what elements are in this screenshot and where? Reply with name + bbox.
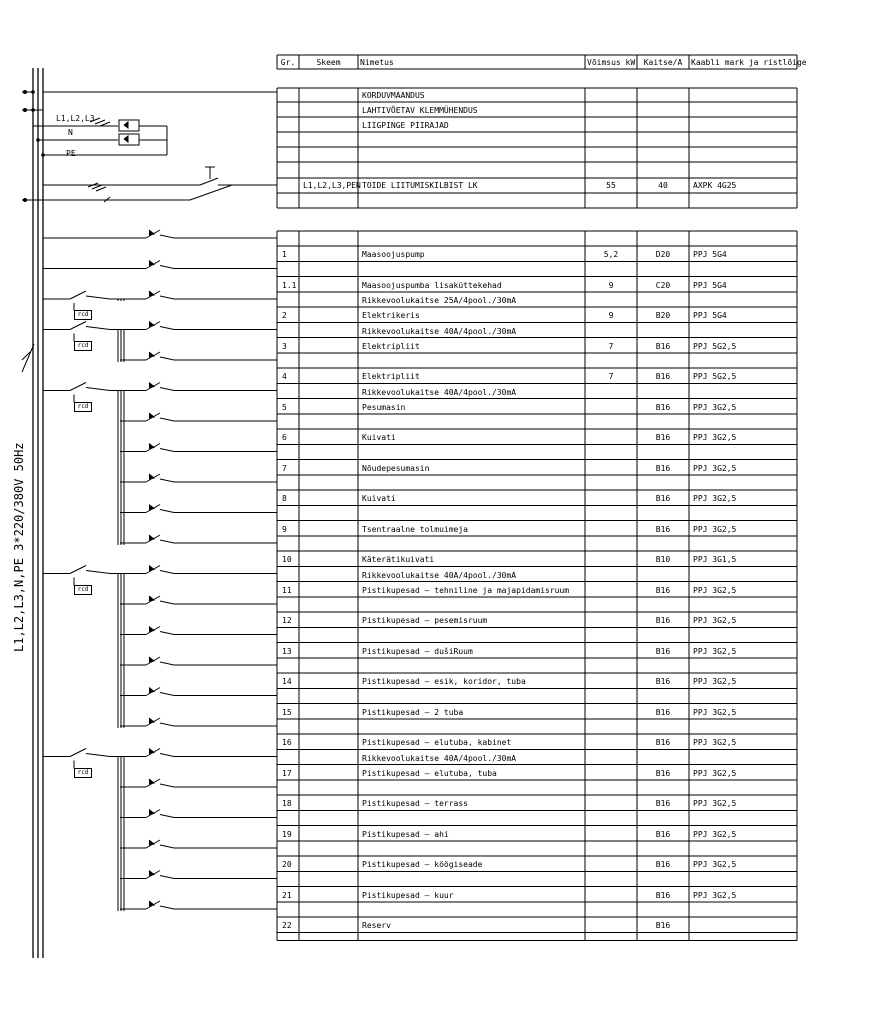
- breaker-out: [160, 693, 174, 696]
- row-kaitse: B16: [655, 463, 671, 473]
- junction-dot: [31, 108, 35, 112]
- breaker-out: [160, 845, 174, 848]
- rcd-out: [86, 754, 110, 757]
- breaker-arrow: [149, 505, 154, 510]
- rcd-note: Rikkevoolukaitse 40A/4pool./30mA: [362, 570, 517, 580]
- rcd-blade: [70, 566, 86, 574]
- breaker-arrow: [149, 474, 154, 479]
- row-nimetus: Maasoojuspump: [362, 250, 425, 259]
- row-voimsus: 5,2: [603, 250, 619, 259]
- breaker-arrow: [149, 596, 154, 601]
- rcd-box: rcd: [74, 402, 92, 412]
- row-kaitse: B16: [655, 585, 671, 595]
- row-gr: 22: [282, 921, 292, 930]
- rcd-out: [86, 388, 110, 391]
- row-gr: 1.1: [282, 280, 297, 290]
- slash: [92, 185, 102, 189]
- row-gr: 21: [282, 890, 292, 900]
- row-kaitse: B16: [655, 707, 671, 717]
- row-kaabel: PPJ 3G2,5: [693, 524, 737, 534]
- row-gr: 5: [282, 402, 287, 412]
- row-voimsus: 7: [608, 372, 614, 381]
- header-skeem: Skeem: [316, 58, 341, 67]
- row-kaitse: B16: [655, 829, 671, 839]
- rcd-blade: [70, 291, 86, 299]
- row-gr: 16: [282, 738, 292, 747]
- row-kaabel: PPJ 3G2,5: [693, 616, 737, 625]
- feed-kaabel: AXPK 4G25: [693, 181, 737, 190]
- row-nimetus: Kuivati: [362, 433, 396, 442]
- breaker-arrow: [149, 871, 154, 876]
- surge-label-pe: PE: [66, 149, 76, 158]
- slash: [100, 122, 110, 126]
- row-nimetus: Elektrikeris: [362, 311, 420, 320]
- breaker-arrow: [149, 352, 154, 357]
- row-gr: 9: [282, 524, 287, 534]
- row-gr: 18: [282, 799, 292, 808]
- surge-arrester-2: [119, 134, 139, 145]
- breaker-arrow: [149, 718, 154, 723]
- row-gr: 10: [282, 555, 292, 564]
- breaker-out: [160, 510, 174, 513]
- row-nimetus: Tsentraalne tolmuimeja: [362, 524, 468, 534]
- breaker-out: [160, 876, 174, 879]
- rcd-box: rcd: [74, 341, 92, 351]
- rcd-blade: [70, 322, 86, 330]
- arrester-mark: [124, 136, 128, 142]
- rcd-out: [86, 327, 110, 330]
- note-0: KORDUVMAANDUS: [362, 91, 425, 100]
- row-nimetus: Pistikupesad — pesemisruum: [362, 616, 488, 625]
- rcd-blade: [70, 383, 86, 391]
- row-gr: 11: [282, 585, 292, 595]
- row-kaabel: PPJ 3G2,5: [693, 646, 737, 656]
- row-kaabel: PPJ 3G2,5: [693, 860, 737, 869]
- breaker-arrow: [149, 566, 154, 571]
- breaker-out: [160, 784, 174, 787]
- bus-label: L1,L2,L3,N,PE 3*220/380V 50Hz: [12, 442, 26, 652]
- row-gr: 20: [282, 860, 292, 869]
- header-gr: Gr.: [280, 58, 296, 67]
- rcd-out: [86, 296, 110, 299]
- row-kaitse: B16: [655, 890, 671, 900]
- row-kaabel: PPJ 3G2,5: [693, 494, 737, 503]
- row-nimetus: Pistikupesad — elutuba, tuba: [362, 768, 497, 778]
- junction-dot: [23, 108, 27, 112]
- rcd-box: rcd: [74, 768, 92, 778]
- rcd-box: rcd: [74, 310, 92, 320]
- row-nimetus: Nõudepesumasin: [362, 463, 430, 473]
- main-switch-blade: [200, 178, 218, 185]
- row-kaabel: PPJ 5G4: [693, 311, 727, 320]
- breaker-arrow: [149, 413, 154, 418]
- breaker-arrow: [149, 657, 154, 662]
- rcd-note: Rikkevoolukaitse 25A/4pool./30mA: [362, 296, 517, 305]
- feed-nimetus: TOIDE LIITUMISKILBIST LK: [362, 181, 478, 190]
- row-nimetus: Pistikupesad — terrass: [362, 799, 468, 808]
- row-kaitse: B16: [655, 677, 671, 686]
- row-gr: 19: [282, 829, 292, 839]
- breaker-out: [160, 632, 174, 635]
- feed-kaitse: 40: [658, 181, 668, 190]
- row-kaabel: PPJ 3G2,5: [693, 890, 737, 900]
- breaker-arrow: [149, 840, 154, 845]
- row-nimetus: Pistikupesad — esik, koridor, tuba: [362, 677, 526, 686]
- row-voimsus: 9: [608, 280, 614, 290]
- row-kaitse: B16: [655, 860, 671, 869]
- junction-dot: [23, 198, 27, 202]
- row-kaabel: PPJ 3G2,5: [693, 463, 737, 473]
- feed-skeem: L1,L2,L3,PEN: [303, 181, 361, 190]
- breaker-out: [160, 815, 174, 818]
- row-kaitse: B16: [655, 402, 671, 412]
- row-kaabel: PPJ 3G2,5: [693, 585, 737, 595]
- row-kaitse: C20: [655, 280, 671, 290]
- row-nimetus: Reserv: [362, 921, 391, 930]
- row-kaitse: B16: [655, 768, 671, 778]
- row-gr: 14: [282, 677, 292, 686]
- breaker-out: [160, 723, 174, 726]
- row-kaabel: PPJ 3G2,5: [693, 799, 737, 808]
- row-kaitse: B16: [655, 799, 671, 808]
- row-gr: 6: [282, 433, 287, 442]
- surge-arrester-1: [119, 120, 139, 131]
- row-kaabel: PPJ 5G4: [693, 250, 727, 259]
- row-nimetus: Pistikupesad — dušiRuum: [362, 646, 473, 656]
- row-nimetus: Pesumasin: [362, 402, 406, 412]
- row-kaitse: D20: [655, 250, 671, 259]
- breaker-out: [160, 754, 174, 757]
- breaker-arrow: [149, 383, 154, 388]
- breaker-out: [160, 296, 174, 299]
- row-kaitse: B16: [655, 341, 671, 351]
- breaker-out: [160, 418, 174, 421]
- row-nimetus: Pistikupesad — 2 tuba: [362, 707, 464, 717]
- arrester-mark: [124, 122, 128, 128]
- rcd-note: Rikkevoolukaitse 40A/4pool./30mA: [362, 326, 517, 336]
- row-nimetus: Käterätikuivati: [362, 555, 435, 564]
- switch-link: [190, 185, 232, 200]
- slash: [95, 120, 105, 124]
- breaker-arrow: [149, 535, 154, 540]
- row-kaabel: PPJ 3G2,5: [693, 738, 737, 747]
- rcd-note: Rikkevoolukaitse 40A/4pool./30mA: [362, 387, 517, 397]
- breaker-arrow: [149, 444, 154, 449]
- row-nimetus: Pistikupesad — kuur: [362, 890, 454, 900]
- breaker-arrow: [149, 291, 154, 296]
- row-gr: 1: [282, 250, 287, 259]
- breaker-arrow: [149, 627, 154, 632]
- breaker-arrow: [149, 749, 154, 754]
- breaker-arrow: [149, 901, 154, 906]
- header-nimetus: Nimetus: [360, 58, 394, 67]
- breaker-out: [160, 327, 174, 330]
- row-kaitse: B16: [655, 738, 671, 747]
- row-kaitse: B20: [655, 311, 671, 320]
- row-kaabel: PPJ 3G2,5: [693, 829, 737, 839]
- breaker-arrow: [149, 688, 154, 693]
- breaker-out: [160, 540, 174, 543]
- breaker-arrow: [149, 322, 154, 327]
- header-kaitse: Kaitse/A: [643, 58, 683, 67]
- header-kaabel: Kaabli mark ja ristlõige: [691, 58, 807, 67]
- row-kaabel: PPJ 3G2,5: [693, 707, 737, 717]
- junction-dot: [23, 90, 27, 94]
- row-nimetus: Kuivati: [362, 494, 396, 503]
- rcd-note: Rikkevoolukaitse 40A/4pool./30mA: [362, 753, 517, 763]
- breaker-out: [160, 235, 174, 238]
- row-kaitse: B16: [655, 616, 671, 625]
- junction-dot: [31, 90, 35, 94]
- surge-label-n: N: [68, 128, 73, 137]
- row-kaabel: PPJ 5G4: [693, 280, 727, 290]
- row-gr: 7: [282, 463, 287, 473]
- row-kaitse: B16: [655, 494, 671, 503]
- row-kaabel: PPJ 3G2,5: [693, 677, 737, 686]
- row-gr: 12: [282, 616, 292, 625]
- breaker-arrow: [149, 261, 154, 266]
- breaker-arrow: [149, 779, 154, 784]
- breaker-out: [160, 479, 174, 482]
- row-kaabel: PPJ 5G2,5: [693, 341, 737, 351]
- row-kaitse: B16: [655, 646, 671, 656]
- row-voimsus: 9: [608, 311, 614, 320]
- row-gr: 8: [282, 494, 287, 503]
- row-nimetus: Elektripliit: [362, 341, 420, 351]
- feed-voimsus: 55: [606, 181, 616, 190]
- breaker-out: [160, 357, 174, 360]
- row-gr: 15: [282, 707, 292, 717]
- surge-label-l: L1,L2,L3: [56, 114, 95, 123]
- header-voimsus: Võimsus kW: [587, 58, 636, 67]
- row-kaabel: PPJ 5G2,5: [693, 372, 737, 381]
- row-kaabel: PPJ 3G2,5: [693, 768, 737, 778]
- row-nimetus: Maasoojuspumba lisaküttekehad: [362, 280, 502, 290]
- row-gr: 17: [282, 768, 292, 778]
- breaker-out: [160, 906, 174, 909]
- rcd-out: [86, 571, 110, 574]
- row-kaitse: B16: [655, 524, 671, 534]
- row-kaitse: B16: [655, 433, 671, 442]
- breaker-out: [160, 571, 174, 574]
- row-gr: 4: [282, 372, 287, 381]
- row-gr: 13: [282, 646, 292, 656]
- note-1: LAHTIVÕETAV KLEMMÜHENDUS: [362, 106, 478, 115]
- row-kaabel: PPJ 3G2,5: [693, 433, 737, 442]
- row-kaitse: B10: [655, 555, 671, 564]
- row-kaitse: B16: [655, 921, 671, 930]
- row-nimetus: Pistikupesad — elutuba, kabinet: [362, 738, 512, 747]
- slash: [96, 187, 106, 191]
- breaker-out: [160, 449, 174, 452]
- row-kaitse: B16: [655, 372, 671, 381]
- breaker-out: [160, 388, 174, 391]
- row-nimetus: Pistikupesad — köögiseade: [362, 860, 483, 869]
- rcd-blade: [70, 749, 86, 757]
- breaker-out: [160, 601, 174, 604]
- breaker-out: [160, 266, 174, 269]
- row-kaabel: PPJ 3G2,5: [693, 402, 737, 412]
- rcd-box: rcd: [74, 585, 92, 595]
- row-nimetus: Pistikupesad — tehniline ja majapidamisruum: [362, 585, 570, 595]
- breaker-arrow: [149, 230, 154, 235]
- row-kaabel: PPJ 3G1,5: [693, 555, 737, 564]
- row-gr: 3: [282, 341, 287, 351]
- row-voimsus: 7: [608, 341, 614, 351]
- breaker-out: [160, 662, 174, 665]
- row-nimetus: Elektripliit: [362, 372, 420, 381]
- note-2: LIIGPINGE PIIRAJAD: [362, 121, 449, 130]
- row-gr: 2: [282, 311, 287, 320]
- row-nimetus: Pistikupesad — ahi: [362, 829, 449, 839]
- breaker-arrow: [149, 810, 154, 815]
